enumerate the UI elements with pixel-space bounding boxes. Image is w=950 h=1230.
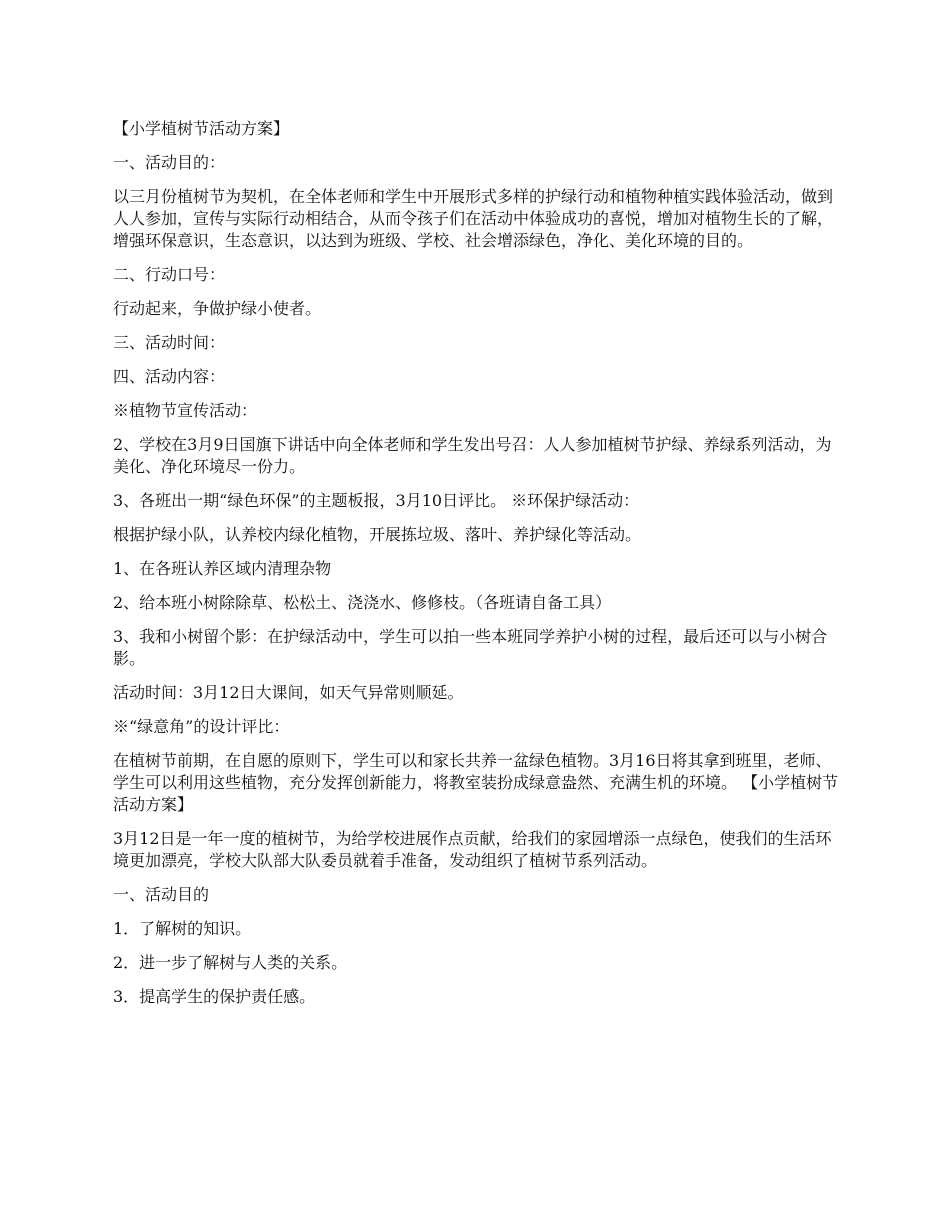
document-title: 【小学植树节活动方案】 (113, 119, 290, 138)
paragraph-slogan: 行动起来，争做护绿小使者。 (113, 299, 322, 318)
list-item: 3．提高学生的保护责任感。 (113, 987, 316, 1006)
section-heading-content: 四、活动内容： (113, 367, 226, 386)
paragraph-item: 2、学校在3月9日国旗下讲话中向全体老师和学生发出号召：人人参加植树节护绿、养绿系列活动，为美化、净化环境尽一份力。 (113, 435, 832, 476)
section-heading-purpose: 一、活动目的： (113, 153, 226, 172)
section-heading-time: 三、活动时间： (113, 333, 226, 352)
paragraph-item: 3、各班出一期“绿色环保”的主题板报，3月10日评比。 ※环保护绿活动： (113, 491, 640, 510)
subheading-promotion: ※植物节宣传活动： (113, 401, 258, 420)
list-item: 1．了解树的知识。 (113, 919, 252, 938)
section-heading-slogan: 二、行动口号： (113, 265, 226, 284)
document-body (113, 118, 843, 1020)
paragraph-item: 3、我和小树留个影：在护绿活动中，学生可以拍一些本班同学养护小树的过程，最后还可以与小树合影。 (113, 627, 828, 668)
paragraph-item: 在植树节前期，在自愿的原则下，学生可以和家长共养一盆绿色植物。3月16日将其拿到班里，老师、学生可以利用这些植物，充分发挥创新能力，将教室装扮成绿意盎然、充满生机的环境。 【小学植树节活动方案】 (113, 751, 839, 814)
paragraph-item: 3月12日是一年一度的植树节，为给学校进展作点贡献，给我们的家园增添一点绿色，使我们的生活环境更加漂亮，学校大队部大队委员就着手准备，发动组织了植树节系列活动。 (113, 829, 832, 870)
subheading-green-corner: ※“绿意角”的设计评比： (113, 717, 290, 736)
paragraph-item: 根据护绿小队，认养校内绿化植物，开展拣垃圾、落叶、养护绿化等活动。 (113, 525, 642, 544)
section-heading-purpose-2: 一、活动目的 (113, 885, 210, 904)
list-item: 2．进一步了解树与人类的关系。 (113, 953, 348, 972)
paragraph-item: 活动时间：3月12日大课间，如天气异常则顺延。 (113, 683, 464, 702)
paragraph-purpose: 以三月份植树节为契机，在全体老师和学生中开展形式多样的护绿行动和植物种植实践体验活动，做到人人参加，宣传与实际行动相结合，从而令孩子们在活动中体验成功的喜悦，增加对植物生长的了解，增强环保意识，生态意识，以达到为班级、学校、社会增添绿色，净化、美化环境的目的。 (113, 187, 834, 250)
paragraph-item: 2、给本班小树除除草、松松土、浇浇水、修修枝。（各班请自备工具） (113, 593, 612, 612)
paragraph-item: 1、在各班认养区域内清理杂物 (113, 559, 332, 578)
